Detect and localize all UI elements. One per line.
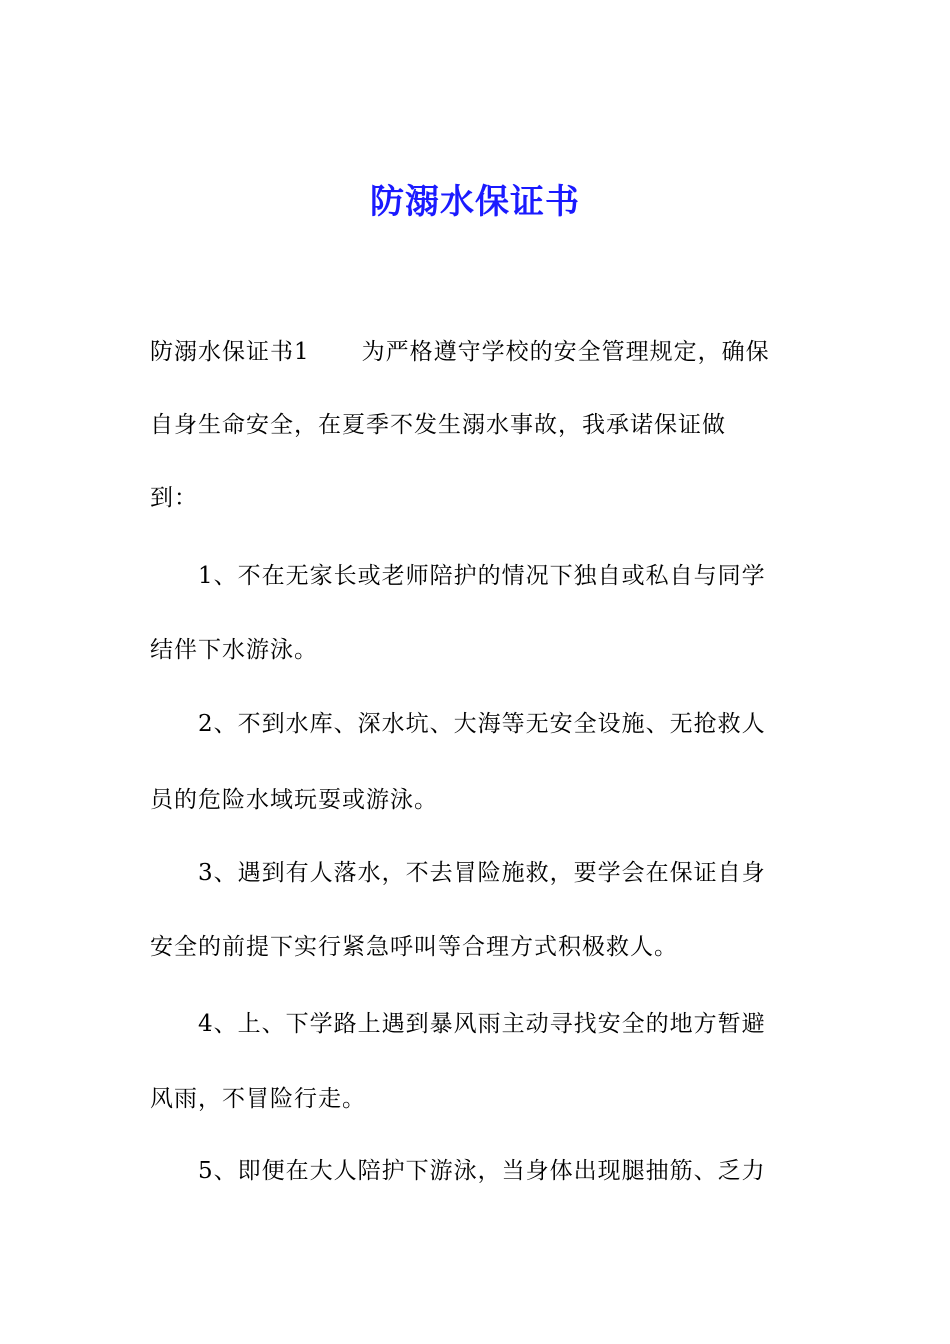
document-title: 防溺水保证书 bbox=[370, 182, 580, 222]
item-2-line-1: 2、不到水库、深水坑、大海等无安全设施、无抢救人 bbox=[198, 711, 766, 737]
intro-text-1: 为严格遵守学校的安全管理规定，确保 bbox=[361, 339, 770, 365]
intro-line-3: 到： bbox=[150, 485, 198, 511]
item-4-line-1: 4、上、下学路上遇到暴风雨主动寻找安全的地方暂避 bbox=[198, 1011, 766, 1037]
item-3-line-2: 安全的前提下实行紧急呼叫等合理方式积极救人。 bbox=[150, 934, 678, 960]
item-1-line-2: 结伴下水游泳。 bbox=[150, 637, 318, 663]
item-5-line-1: 5、即便在大人陪护下游泳，当身体出现腿抽筋、乏力 bbox=[198, 1158, 766, 1184]
intro-line-1 bbox=[150, 332, 830, 372]
item-1-line-1: 1、不在无家长或老师陪护的情况下独自或私自与同学 bbox=[198, 563, 766, 589]
intro-heading: 防溺水保证书1 bbox=[150, 339, 310, 365]
item-4-line-2: 风雨，不冒险行走。 bbox=[150, 1086, 366, 1112]
intro-line-2: 自身生命安全，在夏季不发生溺水事故，我承诺保证做 bbox=[150, 412, 726, 438]
item-2-line-2: 员的危险水域玩耍或游泳。 bbox=[150, 787, 438, 813]
item-3-line-1: 3、遇到有人落水，不去冒险施救，要学会在保证自身 bbox=[198, 860, 766, 886]
